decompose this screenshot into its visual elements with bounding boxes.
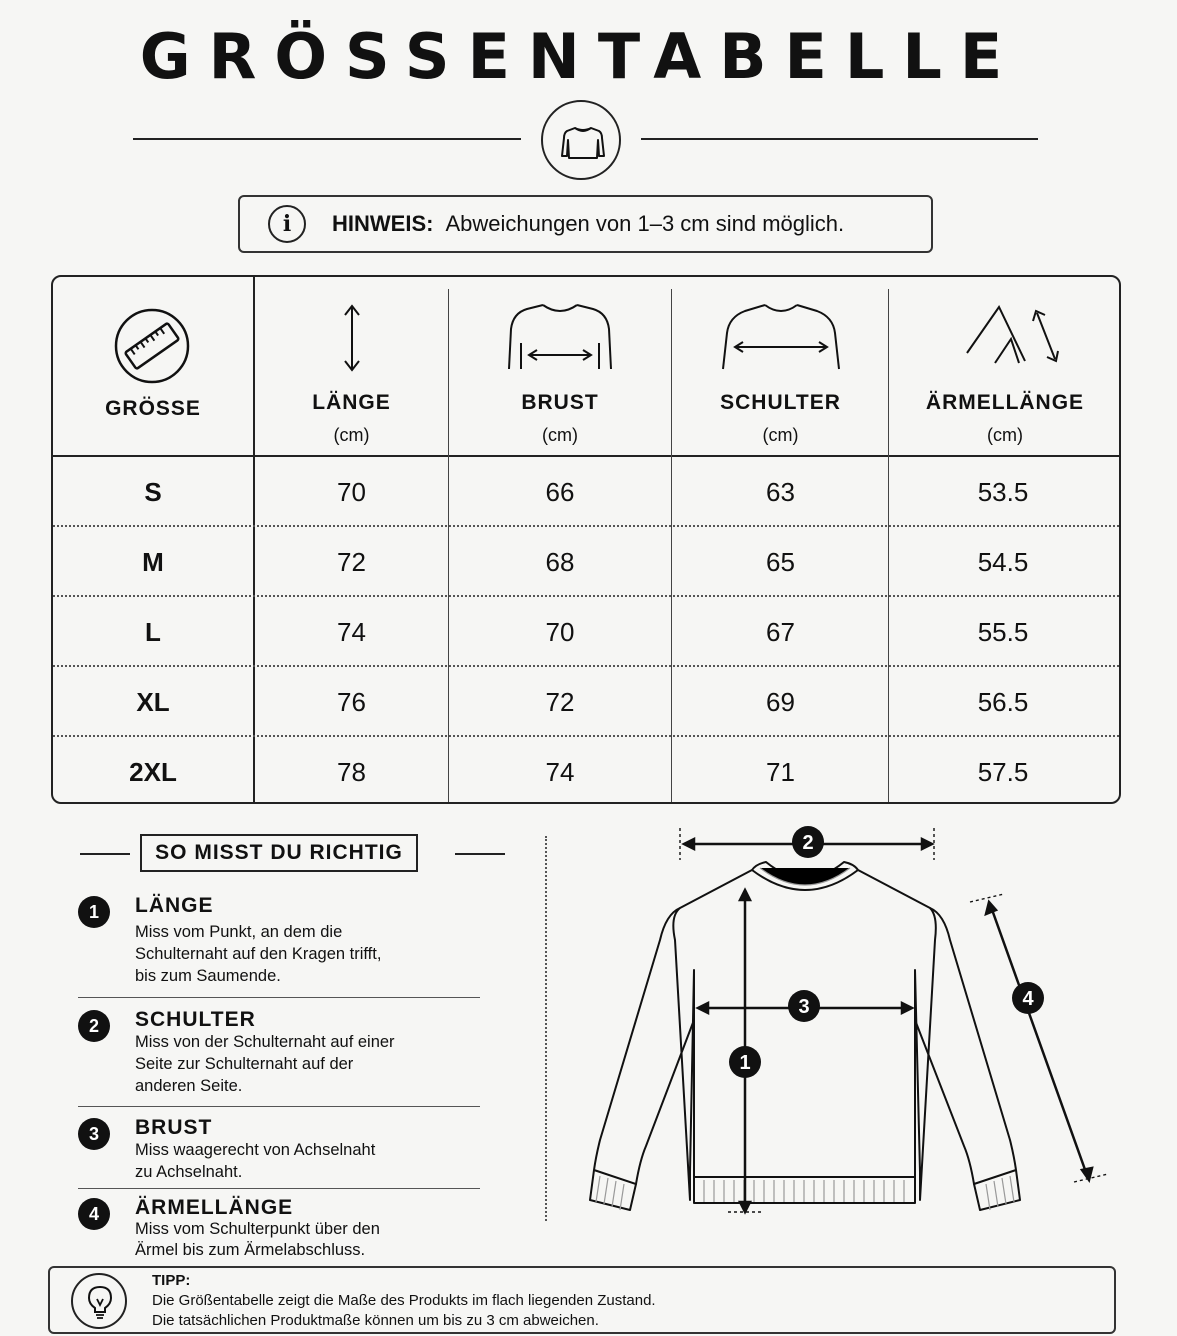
step-number: 4: [78, 1198, 110, 1230]
step-title: LÄNGE: [135, 894, 214, 917]
laenge-cell: 74: [337, 617, 366, 647]
aermel-cell: 55.5: [977, 617, 1029, 647]
header-label: GRÖSSE: [105, 397, 201, 420]
tip-line-2: Die tatsächlichen Produktmaße können um bis zu 3 cm abweichen.: [152, 1312, 599, 1329]
tip-label: TIPP:: [152, 1272, 191, 1289]
marker-chest: [788, 990, 820, 1022]
sweater-emblem-icon: [541, 100, 621, 180]
header-unit: (cm): [333, 425, 370, 445]
laenge-cell: 78: [337, 757, 366, 787]
size-cell: S: [144, 477, 162, 507]
table-row: [53, 667, 1119, 737]
laenge-cell: 70: [337, 477, 366, 507]
header-brust: [449, 277, 671, 457]
header-unit: (cm): [987, 425, 1023, 445]
step-number: 2: [78, 1010, 110, 1042]
schulter-cell: 65: [766, 547, 795, 577]
brust-cell: 66: [545, 477, 575, 507]
marker-label: 1: [739, 1052, 751, 1074]
divider-right: [641, 138, 1038, 140]
step-number: 3: [78, 1118, 110, 1150]
aermel-cell: 57.5: [977, 757, 1029, 787]
header-schulter: [673, 277, 888, 457]
brust-cell: 72: [545, 687, 575, 717]
header-unit: (cm): [542, 425, 578, 445]
vertical-arrow-icon: [340, 303, 364, 373]
header-laenge: [255, 277, 448, 457]
sleeve-length-icon: [961, 299, 1061, 371]
sweater-body: [673, 870, 935, 1200]
schulter-cell: 63: [766, 477, 795, 507]
divider-left: [133, 138, 521, 140]
step-desc-line: anderen Seite.: [135, 1077, 243, 1095]
shoulder-width-icon: [719, 299, 843, 371]
column-divider: [888, 289, 889, 457]
step-desc-line: bis zum Saumende.: [135, 967, 281, 985]
ruler-icon: [113, 307, 191, 385]
marker-sleeve: [1012, 982, 1044, 1014]
size-cell: XL: [136, 687, 170, 717]
size-cell: L: [145, 617, 161, 647]
aermel-cell: 56.5: [977, 687, 1029, 717]
marker-label: 2: [802, 832, 814, 854]
step-title: SCHULTER: [135, 1008, 256, 1031]
schulter-cell: 69: [766, 687, 795, 717]
step-desc-line: Ärmel bis zum Ärmelabschluss.: [135, 1241, 366, 1259]
marker-length: [729, 1046, 761, 1078]
brust-cell: 68: [545, 547, 575, 577]
aermel-cell: 53.5: [977, 477, 1029, 507]
page-title: GRÖSSENTABELLE: [139, 20, 1021, 93]
laenge-cell: 76: [337, 687, 366, 717]
table-row: [53, 597, 1119, 667]
step-number: 1: [78, 896, 110, 928]
header-label: SCHULTER: [720, 391, 841, 414]
step-separator: [78, 1188, 480, 1189]
step-desc-line: Miss waagerecht von Achselnaht: [135, 1141, 376, 1159]
marker-label: 4: [1022, 988, 1034, 1010]
hint-label: HINWEIS:: [332, 211, 434, 236]
table-row: [53, 737, 1119, 804]
header-label: BRUST: [521, 391, 599, 414]
step-title: BRUST: [135, 1116, 213, 1139]
step-desc-line: Miss vom Punkt, an dem die: [135, 923, 343, 941]
sleeve-arrow: [990, 904, 1088, 1178]
laenge-cell: 72: [337, 547, 366, 577]
tip-line-1: Die Größentabelle zeigt die Maße des Produkts im flach liegenden Zustand.: [152, 1292, 656, 1309]
info-icon: i: [268, 205, 306, 243]
brust-cell: 70: [545, 617, 575, 647]
table-row: [53, 527, 1119, 597]
table-header-row: [53, 277, 1119, 457]
header-label: ÄRMELLÄNGE: [925, 391, 1085, 414]
step-desc-line: Miss von der Schulternaht auf einer: [135, 1033, 395, 1051]
size-cell: 2XL: [129, 757, 177, 787]
hint-box: [238, 195, 933, 253]
step-desc-line: zu Achselnaht.: [135, 1163, 243, 1181]
tip-box: [48, 1266, 1116, 1334]
table-row: [53, 457, 1119, 527]
step-desc-line: Seite zur Schulternaht auf der: [135, 1055, 354, 1073]
step-desc-line: Miss vom Schulterpunkt über den: [135, 1220, 380, 1238]
chest-width-icon: [505, 299, 615, 371]
column-divider: [448, 289, 449, 457]
step-title: ÄRMELLÄNGE: [135, 1196, 294, 1219]
schulter-cell: 67: [766, 617, 795, 647]
guide-divider-left: [80, 853, 130, 855]
column-divider: [671, 289, 672, 457]
step-desc-line: Schulternaht auf den Kragen trifft,: [135, 945, 382, 963]
header-label: LÄNGE: [312, 391, 391, 414]
marker-label: 3: [798, 996, 810, 1018]
guide-title: SO MISST DU RICHTIG: [140, 834, 418, 872]
brust-cell: 74: [545, 757, 575, 787]
header-groesse: [53, 277, 253, 457]
size-cell: M: [142, 547, 164, 577]
hint-text: Abweichungen von 1–3 cm sind möglich.: [445, 211, 845, 236]
step-separator: [78, 1106, 480, 1107]
header-unit: (cm): [762, 425, 799, 445]
schulter-cell: 71: [766, 757, 795, 787]
aermel-cell: 54.5: [977, 547, 1029, 577]
step-separator: [78, 997, 480, 998]
marker-shoulder: [792, 826, 824, 858]
section-divider: [545, 836, 547, 1221]
guide-divider-right: [455, 853, 505, 855]
header-aermel: [889, 277, 1121, 457]
lightbulb-icon: [71, 1273, 127, 1329]
size-table: [51, 275, 1121, 804]
sweater-diagram: [580, 820, 1120, 1220]
